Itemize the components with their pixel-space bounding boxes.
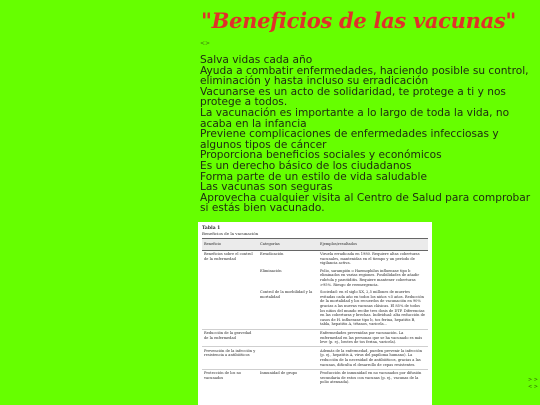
cell-benefit: Reducción de la gravedad de la enfermedad — [202, 329, 258, 347]
cell-category — [258, 347, 318, 369]
cell-examples: Además de la enfermedad, pueden prevenir la infección (p. ej., hepatitis A, virus del papiloma humano). La reducción de la necesidad de antibióticos, gracias a las vacunas, dificulta el desarrollo de cepas resistentes. — [318, 347, 428, 369]
cell-category: Inmunidad de grupo — [258, 369, 318, 386]
next-slide-arrow[interactable]: > > — [528, 377, 538, 383]
table-row — [202, 329, 428, 347]
table-row — [202, 347, 428, 369]
slide-nav[interactable] — [528, 377, 538, 391]
benefit-item: Forma parte de un estilo de vida saludable — [200, 170, 427, 183]
benefit-item: Proporciona beneficios sociales y económicos — [200, 149, 442, 162]
table-row — [202, 250, 428, 267]
cell-category: Control de la morbilidad y la mortalidad — [260, 290, 313, 299]
benefit-item: Es un derecho básico de los ciudadanos — [200, 159, 412, 172]
header-benefit: Beneficio — [202, 239, 258, 251]
cell-examples: Enfermedades prevenidas por vacunación. La enfermedad en las personas que se ha vacunado es más leve (p. ej., brotes de tos ferina, varicela). — [318, 329, 428, 347]
cell-benefit: Beneficios sobre el control de la enfermedad — [202, 250, 258, 267]
benefit-item: Ayuda a combatir enfermedades, haciendo posible su control, eliminación y hasta incluso su erradicación — [200, 64, 529, 88]
table-header-row — [202, 239, 428, 251]
table-caption: Beneficios de la vacunación — [202, 231, 259, 236]
benefit-item: Previene complicaciones de enfermedades infecciosas y algunos tipos de cáncer — [200, 128, 499, 151]
cell-category: Eliminación — [260, 268, 282, 273]
benefit-item: Salva vidas cada año — [200, 54, 313, 66]
slide-title: "Beneficios de las vacunas" — [201, 8, 517, 33]
benefit-item: Vacunarse es un acto de solidaridad, te protege a ti y nos protege a todos. — [200, 85, 506, 109]
benefits-table — [202, 238, 428, 386]
cell-benefit — [202, 267, 258, 288]
cell-examples: Sociedad: en el siglo XX, 2,5 millones de muertes evitadas cada año en todos los niños <5 años. Reducción de la mortalidad y los recuerdos de vacunación en 90% gracias a las nuevas vacunas clásicas. El 85% de todos los niños del mundo recibe tres dosis de DTP. Diferencias en las coberturas y brechas. Individual: alta reducción de casos de H. influenzae tipo b, tos ferina, hepatitis B, tabla, hepatitis A, tétanos, varicela... — [320, 290, 426, 327]
benefit-item: Aprovecha cualquier visita al Centro de Salud para comprobar si estás bien vacunado. — [200, 191, 531, 215]
table-row — [202, 289, 428, 329]
cell-benefit — [202, 289, 258, 329]
cell-benefit: Protección de los no vacunados — [202, 369, 258, 386]
benefit-item: La vacunación es importante a lo largo de toda la vida, no acaba en la infancia — [200, 106, 510, 130]
cell-category — [258, 329, 318, 347]
benefits-list — [200, 55, 532, 214]
table-row — [202, 267, 428, 288]
table-label: Tabla 1 — [202, 226, 221, 231]
cell-benefit: Prevención de la infección y resistencia a antibióticos — [202, 347, 258, 369]
cell-examples: Viruela erradicada en 1980. Requiere altas coberturas vacunales, mantenidas en el tiempo y un período de vigilancia activa. — [318, 250, 428, 267]
prev-slide-arrow[interactable]: < > — [528, 384, 538, 390]
cell-examples: Polio, sarampión o Haemophilus influenzae tipo b eliminados en varias regiones. Posibilidades de añadir rubéola y parotiditis. Requiere mantener coberturas >95%. Riesgo de reemergencia. — [320, 268, 420, 287]
benefit-item: Las vacunas son seguras — [200, 181, 333, 194]
benefits-table-image — [198, 222, 432, 405]
cell-examples: Producción de inmunidad en no vacunados por difusión secundaria de estos con vacunas (p. ej., vacunas de la polio atenuada). — [318, 369, 428, 386]
header-examples: Ejemplos/resultados — [318, 239, 428, 251]
small-mark: <> — [200, 40, 211, 47]
cell-category: Erradicación — [258, 250, 318, 267]
table-row — [202, 369, 428, 386]
header-category: Categorías — [258, 239, 318, 251]
